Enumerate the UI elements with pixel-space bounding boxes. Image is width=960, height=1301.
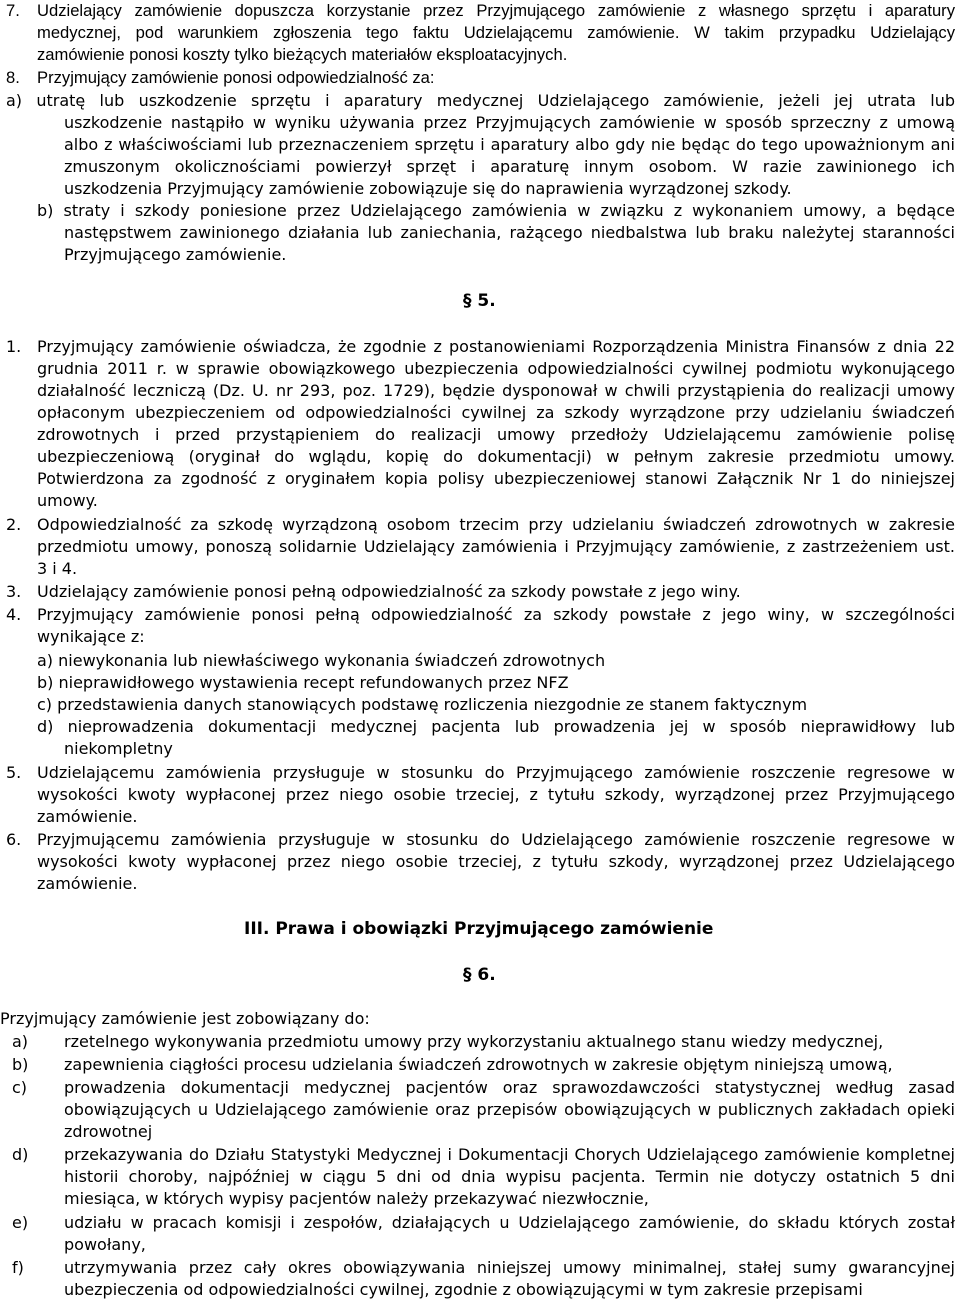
paragraph-8a-line: albo z właściwościami lub przeznaczeniem sprzętu i aparatury albo gdy nie będąc do tego upoważnionym ani	[64, 135, 955, 154]
section-6-item-line: historii choroby, najpóźniej w ciągu 5 dni od dnia wypisu pacjenta. Termin nie dotyczy ostatnich 5 dni	[64, 1167, 955, 1186]
section-6-item-line: zapewnienia ciągłości procesu udzielania świadczeń zdrowotnych w zakresie objętym niniejszą umową,	[64, 1055, 893, 1074]
section-5-item-line: zamówienie.	[37, 807, 138, 826]
section-6-item-line: powołany,	[64, 1235, 146, 1254]
paragraph-8a-line: a) utratę lub uszkodzenie sprzętu i aparatury medycznej Udzielającego zamówienie, jeżeli jej utrata lub	[6, 91, 955, 110]
paragraph-8a-line: uszkodzenia Przyjmujący zamówienie zobowiązuje się do naprawienia wyrządzonej szkody.	[64, 179, 792, 198]
section-6-intro: Przyjmujący zamówienie jest zobowiązany do:	[0, 1009, 370, 1028]
section-6-item-line: zdrowotnej	[64, 1122, 153, 1141]
section-5-item-line: grudnia 2011 r. w sprawie obowiązkowego ubezpieczenia odpowiedzialności cywilnej podmiotu wykonującego	[37, 359, 955, 378]
section-5-item-line: wysokości kwoty wypłaconej przez niego osobie trzeciej, z tytułu szkody, wyrządzonej przez Przyjmującego	[37, 785, 955, 804]
section-5-item-number: 2.	[6, 515, 22, 534]
section-5-item-number: 5.	[6, 763, 22, 782]
paragraph-8b-line: Przyjmującego zamówienie.	[64, 245, 287, 264]
section-5-item-line: działalność leczniczą (Dz. U. nr 293, poz. 1729), będzie dysponował w chwili przystąpienia do realizacji umowy	[37, 381, 955, 400]
section-5-item-number: 6.	[6, 830, 22, 849]
paragraph-8-number: 8.	[6, 68, 20, 87]
paragraph-7-line: Udzielający zamówienie dopuszcza korzystanie przez Przyjmującego zamówienie z własnego sprzętu i aparatury	[37, 1, 955, 20]
section-6-item-line: miesiąca, w których wypisy pacjentów należy przekazywać niezwłocznie,	[64, 1189, 649, 1208]
section-6-item-line: obowiązujących u Udzielającego zamówienie oraz przepisów obowiązujących w publicznych zakładach opieki	[64, 1100, 955, 1119]
section-5-item-line: Przyjmującemu zamówienia przysługuje w stosunku do Udzielającego zamówienie roszczenie regresowe w	[37, 830, 955, 849]
item-4-sub-line: c) przedstawienia danych stanowiących podstawę rozliczenia niezgodnie ze stanem faktycznym	[37, 695, 808, 714]
section-6-item-letter: e)	[12, 1213, 29, 1232]
section-6-item-line: rzetelnego wykonywania przedmiotu umowy przy wykorzystaniu aktualnego stanu wiedzy medycznej,	[64, 1032, 884, 1051]
paragraph-8a-line: uszkodzenie nastąpiło w wyniku używania przez Przyjmujących zamówienie w sposób sprzeczny z umową	[64, 113, 955, 132]
section-5-item-line: Udzielający zamówienie ponosi pełną odpowiedzialność za szkody powstałe z jego winy.	[37, 582, 741, 601]
section-5-item-number: 4.	[6, 605, 22, 624]
section-5-heading: § 5.	[463, 291, 496, 311]
section-5-item-number: 1.	[6, 337, 22, 356]
item-4-sub-line: b) nieprawidłowego wystawienia recept refundowanych przez NFZ	[37, 673, 569, 692]
chapter-3-heading: III. Prawa i obowiązki Przyjmującego zamówienie	[244, 919, 714, 939]
section-6-item-letter: d)	[12, 1145, 29, 1164]
paragraph-8-intro: Przyjmujący zamówienie ponosi odpowiedzialność za:	[37, 68, 435, 87]
item-4-sub-line: d) nieprowadzenia dokumentacji medycznej pacjenta lub prowadzenia jej w sposób nieprawidłowy lub	[37, 717, 955, 736]
section-6-item-letter: f)	[12, 1258, 24, 1277]
section-6-item-line: ubezpieczenia od odpowiedzialności cywilnej, zgodnie z obowiązującymi w tym zakresie przepisami	[64, 1280, 863, 1299]
section-5-item-line: Potwierdzona za zgodność z oryginałem kopia polisy ubezpieczeniowej stanowi Załącznik Nr 1 do niniejszej	[37, 469, 955, 488]
section-6-item-line: udziału w pracach komisji i zespołów, działających u Udzielającego zamówienie, do składu których został	[64, 1213, 955, 1232]
section-5-item-line: przedmiotu umowy, ponoszą solidarnie Udzielający zamówienia i Przyjmujący zamówienie, z zastrzeżeniem ust.	[37, 537, 955, 556]
section-5-item-line: wynikające z:	[37, 627, 145, 646]
section-6-item-line: prowadzenia dokumentacji medycznej pacjentów oraz sprawozdawczości statystycznej według zasad	[64, 1078, 955, 1097]
section-6-item-letter: c)	[12, 1078, 28, 1097]
section-5-item-line: ubezpieczeniową (oryginał do wglądu, kopię do dokumentacji) w pełnym zakresie przedmiotu umowy.	[37, 447, 955, 466]
section-5-item-line: zdrowotnych i przed przystąpieniem do realizacji umowy przedłoży Udzielającemu zamówienie polisę	[37, 425, 955, 444]
section-5-item-line: zamówienie.	[37, 874, 138, 893]
paragraph-7-line: zamówienie ponosi koszty tylko bieżących materiałów eksploatacyjnych.	[37, 45, 568, 64]
paragraph-8b-line: b) straty i szkody poniesione przez Udzielającego zamówienia w związku z wykonaniem umowy, a będące	[37, 201, 955, 220]
paragraph-8b-line: następstwem zawinionego działania lub zaniechania, rażącego niedbalstwa lub braku należytej staranności	[64, 223, 955, 242]
section-6-item-line: przekazywania do Działu Statystyki Medycznej i Dokumentacji Chorych Udzielającego zamówienie kompletnej	[64, 1145, 955, 1164]
section-5-item-line: opłaconym ubezpieczeniem od odpowiedzialności cywilnej za szkody wyrządzone przy udzielaniu świadczeń	[37, 403, 955, 422]
paragraph-7-line: medycznej, pod warunkiem zgłoszenia tego faktu Udzielającemu zamówienie. W takim przypadku Udzielający	[37, 23, 955, 42]
section-5-item-line: umowy.	[37, 491, 98, 510]
item-4-sub-line: niekompletny	[64, 739, 173, 758]
paragraph-7-number: 7.	[6, 1, 20, 20]
section-6-item-letter: a)	[12, 1032, 29, 1051]
section-5-item-line: Udzielającemu zamówienia przysługuje w stosunku do Przyjmującego zamówienie roszczenie regresowe w	[37, 763, 955, 782]
section-5-item-line: Przyjmujący zamówienie ponosi pełną odpowiedzialność za szkody powstałe z jego winy, w szczególności	[37, 605, 955, 624]
paragraph-8a-line: zmuszonym okolicznościami powierzył sprzęt i aparaturę innym osobom. W razie zawinionego ich	[64, 157, 955, 176]
section-5-item-line: 3 i 4.	[37, 559, 78, 578]
section-6-item-line: utrzymywania przez cały okres obowiązywania niniejszej umowy minimalnej, stałej sumy gwarancyjnej	[64, 1258, 955, 1277]
section-6-item-letter: b)	[12, 1055, 29, 1074]
section-5-item-line: Odpowiedzialność za szkodę wyrządzoną osobom trzecim przy udzielaniu świadczeń zdrowotnych w zakresie	[37, 515, 955, 534]
item-4-sub-line: a) niewykonania lub niewłaściwego wykonania świadczeń zdrowotnych	[37, 651, 606, 670]
section-5-item-number: 3.	[6, 582, 22, 601]
section-5-item-line: wysokości kwoty wypłaconej przez niego osobie trzeciej, z tytułu szkody, wyrządzonej przez Udzielającego	[37, 852, 955, 871]
section-6-heading: § 6.	[463, 965, 496, 985]
section-5-item-line: Przyjmujący zamówienie oświadcza, że zgodnie z postanowieniami Rozporządzenia Ministra Finansów z dnia 22	[37, 337, 955, 356]
